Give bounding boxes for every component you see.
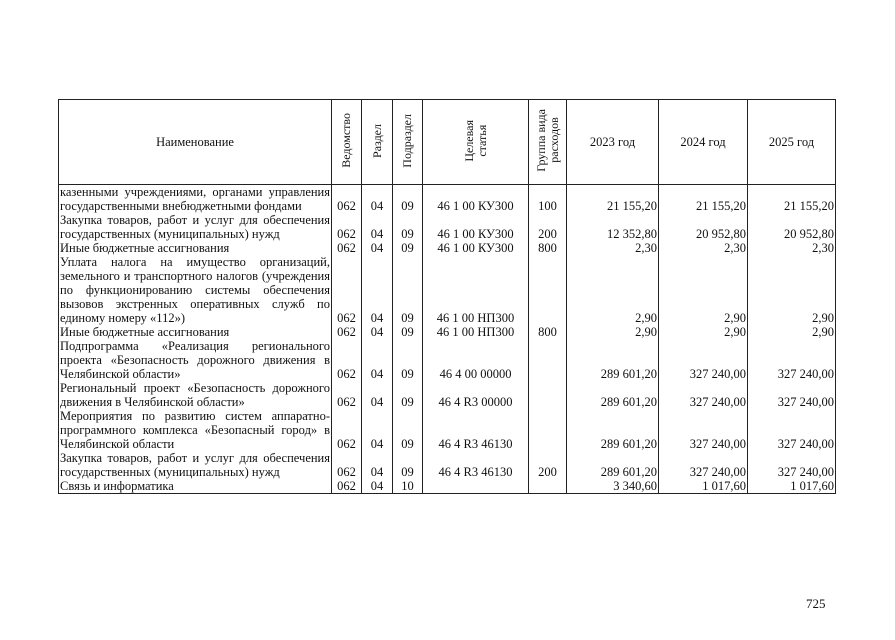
cell-y2024: 20 952,80: [659, 213, 748, 241]
cell-y2023: 289 601,20: [567, 409, 659, 451]
table-row: [59, 325, 836, 339]
cell-podr: 09: [393, 255, 423, 325]
cell-y2025: 1 017,60: [748, 479, 836, 494]
cell-razd: 04: [362, 479, 393, 494]
cell-podr: 09: [393, 185, 423, 214]
header-2025: 2025 год: [748, 100, 836, 185]
header-2024: 2024 год: [659, 100, 748, 185]
table-header-row: [59, 100, 836, 185]
cell-podr: 09: [393, 381, 423, 409]
cell-y2023: 21 155,20: [567, 185, 659, 214]
cell-podr: 09: [393, 339, 423, 381]
cell-target: [423, 479, 529, 494]
cell-y2023: 2,90: [567, 255, 659, 325]
table-row: [59, 381, 836, 409]
cell-y2024: 2,90: [659, 255, 748, 325]
cell-y2024: 327 240,00: [659, 339, 748, 381]
cell-group: 800: [529, 241, 567, 255]
cell-razd: 04: [362, 213, 393, 241]
table-row: [59, 339, 836, 381]
cell-y2023: 3 340,60: [567, 479, 659, 494]
cell-y2025: 327 240,00: [748, 451, 836, 479]
cell-y2025: 327 240,00: [748, 381, 836, 409]
table-row: [59, 241, 836, 255]
cell-ved: 062: [332, 381, 362, 409]
cell-ved: 062: [332, 213, 362, 241]
cell-group: 100: [529, 185, 567, 214]
cell-podr: 09: [393, 241, 423, 255]
cell-ved: 062: [332, 339, 362, 381]
cell-target: 46 1 00 КУ300: [423, 213, 529, 241]
cell-name: Иные бюджетные ассигнования: [59, 241, 332, 255]
cell-y2023: 12 352,80: [567, 213, 659, 241]
header-2023: 2023 год: [567, 100, 659, 185]
cell-razd: 04: [362, 381, 393, 409]
cell-ved: 062: [332, 241, 362, 255]
cell-name: Подпрограмма «Реализация регионального проекта «Безопасность дорожного движения в Челябинской области»: [60, 339, 330, 381]
cell-group: [529, 409, 567, 451]
cell-ved: 062: [332, 185, 362, 214]
cell-razd: 04: [362, 241, 393, 255]
cell-name: Закупка товаров, работ и услуг для обеспечения государственных (муниципальных) нужд: [60, 213, 330, 241]
cell-name: Уплата налога на имущество организаций, земельного и транспортного налогов (учреждения по функционированию системы обеспечения вызовов экстренных оперативных служб по единому номеру «112»): [60, 255, 330, 325]
cell-ved: 062: [332, 409, 362, 451]
table-row: [59, 185, 836, 214]
cell-group: 200: [529, 451, 567, 479]
cell-target: 46 4 R3 00000: [423, 381, 529, 409]
cell-group: [529, 255, 567, 325]
budget-table: [58, 99, 836, 494]
cell-ved: 062: [332, 255, 362, 325]
cell-group: [529, 339, 567, 381]
cell-razd: 04: [362, 409, 393, 451]
header-name: Наименование: [59, 100, 332, 185]
cell-y2025: 327 240,00: [748, 409, 836, 451]
cell-podr: 09: [393, 213, 423, 241]
table-row: [59, 479, 836, 494]
cell-y2025: 327 240,00: [748, 339, 836, 381]
cell-name: Мероприятия по развитию систем аппаратно-программного комплекса «Безопасный город» в Челябинской области: [60, 409, 330, 451]
cell-y2023: 289 601,20: [567, 339, 659, 381]
cell-razd: 04: [362, 185, 393, 214]
cell-name: Закупка товаров, работ и услуг для обеспечения государственных (муниципальных) нужд: [60, 451, 330, 479]
header-group: Группа вида расходов: [529, 100, 567, 185]
cell-target: 46 4 R3 46130: [423, 451, 529, 479]
cell-y2025: 21 155,20: [748, 185, 836, 214]
cell-y2024: 2,30: [659, 241, 748, 255]
cell-y2023: 289 601,20: [567, 451, 659, 479]
cell-target: 46 1 00 НП300: [423, 325, 529, 339]
cell-target: 46 4 R3 46130: [423, 409, 529, 451]
cell-podr: 09: [393, 451, 423, 479]
cell-target: 46 4 00 00000: [423, 339, 529, 381]
cell-target: 46 1 00 КУ300: [423, 241, 529, 255]
cell-y2023: 2,90: [567, 325, 659, 339]
cell-name: Региональный проект «Безопасность дорожного движения в Челябинской области»: [60, 381, 330, 409]
cell-y2025: 2,90: [748, 255, 836, 325]
cell-razd: 04: [362, 339, 393, 381]
cell-target: 46 1 00 КУ300: [423, 185, 529, 214]
cell-podr: 09: [393, 325, 423, 339]
cell-ved: 062: [332, 479, 362, 494]
cell-y2025: 2,30: [748, 241, 836, 255]
table-row: [59, 255, 836, 325]
cell-razd: 04: [362, 451, 393, 479]
cell-razd: 04: [362, 255, 393, 325]
cell-target: 46 1 00 НП300: [423, 255, 529, 325]
table-row: [59, 213, 836, 241]
cell-ved: 062: [332, 325, 362, 339]
cell-y2024: 21 155,20: [659, 185, 748, 214]
cell-y2023: 2,30: [567, 241, 659, 255]
cell-ved: 062: [332, 451, 362, 479]
header-podrazdel: Подраздел: [393, 100, 423, 185]
cell-name: казенными учреждениями, органами управления государственными внебюджетными фондами: [60, 185, 330, 213]
header-razdel: Раздел: [362, 100, 393, 185]
cell-name: Связь и информатика: [59, 479, 332, 494]
cell-y2025: 20 952,80: [748, 213, 836, 241]
cell-y2024: 327 240,00: [659, 409, 748, 451]
header-target: Целевая статья: [423, 100, 529, 185]
cell-podr: 09: [393, 409, 423, 451]
cell-razd: 04: [362, 325, 393, 339]
page-number: 725: [806, 596, 826, 611]
cell-y2024: 1 017,60: [659, 479, 748, 494]
cell-y2024: 327 240,00: [659, 381, 748, 409]
table-row: [59, 409, 836, 451]
cell-y2024: 2,90: [659, 325, 748, 339]
table-row: [59, 451, 836, 479]
cell-y2025: 2,90: [748, 325, 836, 339]
cell-group: 800: [529, 325, 567, 339]
cell-name: Иные бюджетные ассигнования: [59, 325, 332, 339]
header-vedomstvo: Ведомство: [332, 100, 362, 185]
cell-podr: 10: [393, 479, 423, 494]
cell-y2023: 289 601,20: [567, 381, 659, 409]
cell-group: [529, 381, 567, 409]
cell-group: 200: [529, 213, 567, 241]
cell-y2024: 327 240,00: [659, 451, 748, 479]
cell-group: [529, 479, 567, 494]
